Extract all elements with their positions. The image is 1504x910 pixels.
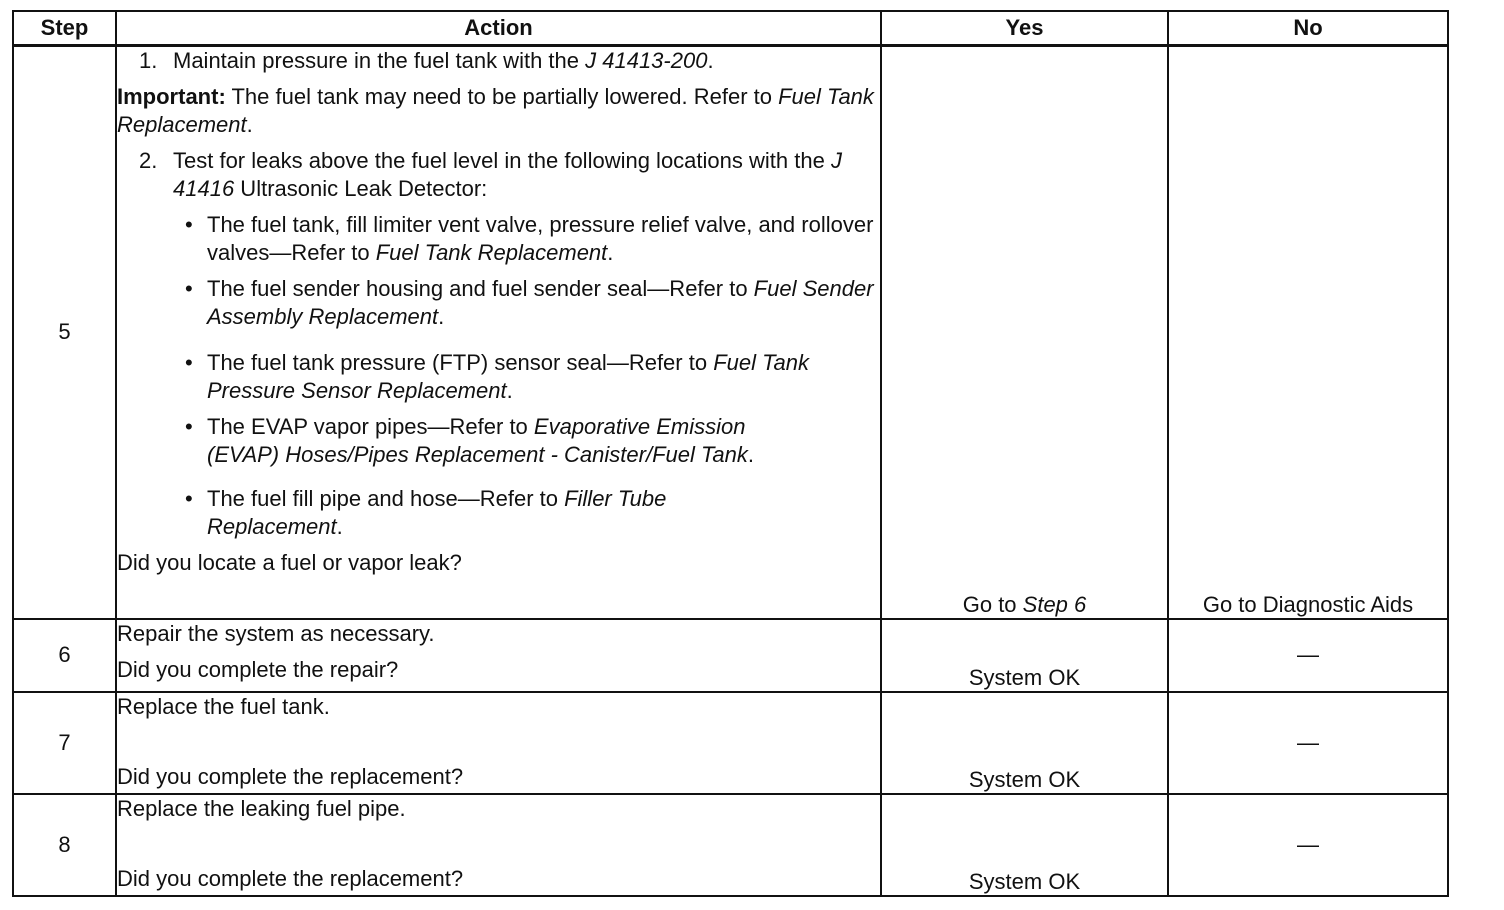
- procedure-reference: Fuel Tank Replacement: [117, 84, 874, 137]
- yes-result: System OK: [881, 692, 1168, 794]
- action-text: Repair the system as necessary.: [117, 620, 435, 646]
- tool-reference: J 41413-200: [585, 48, 708, 73]
- tool-reference: J 41416: [173, 148, 842, 201]
- step-action: [116, 794, 881, 896]
- bullet-icon: •: [185, 486, 193, 511]
- step-action: [116, 692, 881, 794]
- action-text: Replace the leaking fuel pipe.: [117, 795, 406, 821]
- bullet-item: • The fuel fill pipe and hose—Refer to Filler Tube Replacement.: [185, 486, 667, 539]
- step-number: 7: [13, 692, 116, 794]
- step-number: 8: [13, 794, 116, 896]
- no-result: —: [1168, 794, 1448, 896]
- step-action: [116, 619, 881, 692]
- bullet-icon: •: [185, 350, 193, 375]
- step-action: [116, 46, 881, 619]
- yes-result: System OK: [881, 794, 1168, 896]
- step-5-row: [13, 46, 1448, 619]
- procedure-reference: Evaporative Emission (EVAP) Hoses/Pipes Replacement - Canister/Fuel Tank: [207, 414, 748, 467]
- header-action: Action: [116, 11, 881, 46]
- yes-result: Go to Step 6: [881, 46, 1168, 619]
- step-question: Did you complete the replacement?: [117, 865, 464, 891]
- procedure-reference: Filler Tube Replacement: [207, 486, 667, 539]
- item-text: Maintain pressure in the fuel tank with the J 41413-200.: [173, 48, 714, 73]
- bullet-icon: •: [185, 276, 193, 301]
- step-8-row: [13, 794, 1448, 896]
- no-result: Go to Diagnostic Aids: [1168, 46, 1448, 619]
- step-question: Did you complete the replacement?: [117, 763, 464, 789]
- procedure-reference: Fuel Tank Pressure Sensor Replacement: [207, 350, 810, 403]
- step-question: Did you locate a fuel or vapor leak?: [117, 550, 462, 575]
- procedure-reference: Fuel Sender Assembly Replacement: [207, 276, 874, 329]
- bullet-item: • The fuel tank, fill limiter vent valve, pressure relief valve, and rollover valves—Refer to Fuel Tank Replacement.: [185, 212, 874, 265]
- item-number: 2.: [139, 148, 158, 173]
- item-number: 1.: [139, 48, 158, 73]
- step-number: 5: [13, 46, 116, 619]
- no-result: —: [1168, 619, 1448, 692]
- header-row: [13, 11, 1448, 46]
- step-reference: Step 6: [1022, 591, 1087, 617]
- step-7-row: [13, 692, 1448, 794]
- step-number: 6: [13, 619, 116, 692]
- action-text: Replace the fuel tank.: [117, 693, 330, 719]
- bullet-item: • The EVAP vapor pipes—Refer to Evaporative Emission (EVAP) Hoses/Pipes Replacement - Canister/Fuel Tank.: [185, 414, 754, 467]
- procedure-reference: Fuel Tank Replacement: [375, 240, 608, 265]
- bullet-item: • The fuel tank pressure (FTP) sensor seal—Refer to Fuel Tank Pressure Sensor Replacement.: [185, 350, 810, 403]
- diagnostic-table: [12, 10, 1449, 897]
- important-label: Important:: [117, 84, 226, 109]
- no-result: —: [1168, 692, 1448, 794]
- bullet-icon: •: [185, 212, 193, 237]
- header-yes: Yes: [881, 11, 1168, 46]
- numbered-item-1: [117, 47, 880, 75]
- yes-result: System OK: [881, 619, 1168, 692]
- bullet-item: • The fuel sender housing and fuel sender seal—Refer to Fuel Sender Assembly Replacement.: [185, 276, 874, 329]
- item-text: Test for leaks above the fuel level in the following locations with the J 41416 Ultrasonic Leak Detector:: [173, 148, 842, 201]
- header-step: Step: [13, 11, 116, 46]
- step-6-row: [13, 619, 1448, 692]
- important-note: Important: The fuel tank may need to be partially lowered. Refer to Fuel Tank Replacement.: [117, 84, 874, 137]
- bullet-icon: •: [185, 414, 193, 439]
- step-question: Did you complete the repair?: [117, 656, 399, 682]
- header-no: No: [1168, 11, 1448, 46]
- numbered-item-2: [117, 147, 880, 203]
